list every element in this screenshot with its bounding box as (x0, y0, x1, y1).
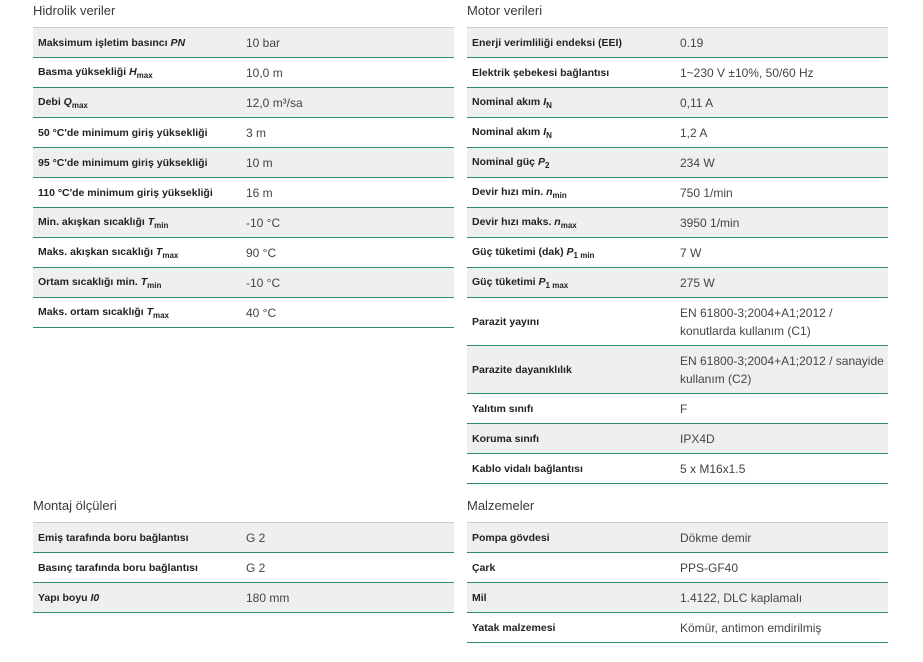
row-value: 10,0 m (246, 65, 283, 80)
row-label-text: Maks. akışkan sıcaklığı (38, 245, 156, 258)
row-value: 0,11 A (680, 95, 714, 110)
row-symbol: n (554, 215, 561, 228)
table-row (33, 238, 454, 268)
row-label (33, 276, 243, 290)
row-value: 3 m (246, 125, 267, 140)
row-symbol: n (546, 185, 553, 198)
table-row (467, 298, 888, 346)
table-row (467, 394, 888, 424)
row-label-text: Çark (472, 561, 496, 574)
row-value: PPS-GF40 (680, 560, 739, 575)
table-row (467, 583, 888, 613)
row-label-text: Yatak malzemesi (472, 621, 556, 634)
row-value: 7 W (680, 245, 702, 260)
row-label (467, 316, 677, 328)
row-value: 90 °C (246, 245, 277, 260)
row-subscript: max (162, 250, 179, 260)
row-value: Dökme demir (680, 530, 752, 545)
row-label (33, 96, 243, 110)
table-row (467, 424, 888, 454)
row-symbol: Q (63, 95, 72, 108)
hydraulic-section (33, 4, 454, 328)
table-row (467, 268, 888, 298)
table-row (33, 208, 454, 238)
table-row (33, 298, 454, 328)
row-value: 0.19 (680, 35, 704, 50)
table-row (33, 523, 454, 553)
table-row (33, 28, 454, 58)
row-symbol: P (566, 245, 574, 258)
row-value: Kömür, antimon emdirilmiş (680, 620, 822, 635)
table-row (467, 523, 888, 553)
row-label (33, 532, 243, 544)
table-row (467, 88, 888, 118)
row-label (467, 364, 677, 376)
row-label (33, 66, 243, 80)
table-row (33, 148, 454, 178)
table-row (467, 58, 888, 88)
row-label-text: Emiş tarafında boru bağlantısı (38, 531, 189, 544)
row-value: 180 mm (246, 590, 290, 605)
row-subscript: N (546, 100, 552, 110)
table-row (467, 553, 888, 583)
row-label-text: Pompa gövdesi (472, 531, 550, 544)
row-label (467, 246, 677, 260)
row-label (33, 216, 243, 230)
row-label-text: Nominal güç (472, 155, 538, 168)
row-value: 1,2 A (680, 125, 708, 140)
motor-section (467, 4, 888, 484)
row-label-text: Enerji verimliliği endeksi (EEI) (472, 36, 622, 49)
row-label (467, 186, 677, 200)
row-label (33, 592, 243, 604)
row-value: 5 x M16x1.5 (680, 461, 746, 476)
row-label-text: Kablo vidalı bağlantısı (472, 462, 583, 475)
row-label (467, 463, 677, 475)
row-subscript: min (552, 190, 567, 200)
row-subscript: max (136, 70, 153, 80)
materials-section (467, 499, 888, 643)
row-label-text: Elektrik şebekesi bağlantısı (472, 66, 610, 79)
table-row (33, 88, 454, 118)
row-value: -10 °C (246, 215, 281, 230)
row-symbol: H (129, 65, 137, 78)
row-subscript: 2 (544, 160, 550, 170)
row-label-text: 50 °C'de minimum giriş yüksekliği (38, 126, 208, 139)
table-row (467, 208, 888, 238)
row-label (467, 562, 677, 574)
row-label (467, 67, 677, 79)
row-label-text: Maks. ortam sıcaklığı (38, 305, 147, 318)
row-value: 40 °C (246, 305, 277, 320)
row-label-text: Maksimum işletim basıncı (38, 36, 171, 49)
materials-table (467, 522, 888, 643)
row-subscript: 1 min (573, 250, 595, 260)
row-value: 275 W (680, 275, 715, 290)
row-label-text: Basınç tarafında boru bağlantısı (38, 561, 198, 574)
row-label-text: Parazite dayanıklılık (472, 363, 572, 376)
row-value: F (680, 401, 688, 416)
row-label-text: Devir hızı min. (472, 185, 547, 198)
row-label (33, 246, 243, 260)
row-symbol: T (146, 305, 153, 318)
row-value: IPX4D (680, 431, 715, 446)
row-label-text: Nominal akım (472, 125, 544, 138)
row-label (467, 592, 677, 604)
row-label (467, 403, 677, 415)
row-symbol: I (543, 95, 547, 108)
row-label-text: Parazit yayını (472, 315, 540, 328)
row-value: 1.4122, DLC kaplamalı (680, 590, 803, 605)
mounting-section (33, 499, 454, 613)
table-row (467, 178, 888, 208)
table-row (467, 238, 888, 268)
row-label-text: 95 °C'de minimum giriş yüksekliği (38, 156, 208, 169)
row-subscript: N (546, 130, 552, 140)
table-row (467, 346, 888, 394)
row-label (33, 187, 243, 199)
hydraulic-table (33, 27, 454, 328)
row-label (467, 532, 677, 544)
row-symbol: P (537, 155, 545, 168)
row-subscript: max (152, 310, 169, 320)
row-label-text: Min. akışkan sıcaklığı (38, 215, 148, 228)
table-row (467, 613, 888, 643)
motor-title: Motor verileri (467, 3, 543, 18)
table-row (33, 583, 454, 613)
row-subscript: min (154, 220, 169, 230)
row-label (33, 127, 243, 139)
row-label (467, 216, 677, 230)
row-label-text: Yapı boyu (38, 591, 91, 604)
row-value: 10 bar (246, 35, 281, 50)
row-label-text: Devir hızı maks. (472, 215, 555, 228)
hydraulic-title: Hidrolik veriler (33, 3, 116, 18)
table-row (33, 553, 454, 583)
row-symbol: T (155, 245, 163, 258)
row-value: 1~230 V ±10%, 50/60 Hz (680, 65, 814, 80)
row-value: EN 61800-3;2004+A1;2012 / sanayide kullanım (C2) (680, 353, 884, 386)
row-label (467, 37, 677, 49)
table-row (467, 118, 888, 148)
row-label-text: Koruma sınıfı (472, 432, 540, 445)
row-label (33, 157, 243, 169)
row-subscript: 1 max (545, 280, 569, 290)
table-row (467, 148, 888, 178)
table-row (33, 118, 454, 148)
row-label-text: Güç tüketimi (472, 275, 539, 288)
row-value: EN 61800-3;2004+A1;2012 / konutlarda kullanım (C1) (680, 305, 833, 338)
row-label-text: Nominal akım (472, 95, 544, 108)
row-symbol: I0 (90, 591, 100, 604)
row-value: 234 W (680, 155, 715, 170)
row-symbol: I (543, 125, 547, 138)
row-label (467, 156, 677, 170)
row-label (33, 562, 243, 574)
row-subscript: max (560, 220, 577, 230)
row-label-text: Güç tüketimi (dak) (472, 245, 567, 258)
table-row (467, 454, 888, 484)
mounting-table (33, 522, 454, 613)
table-row (33, 178, 454, 208)
row-label-text: Ortam sıcaklığı min. (38, 275, 141, 288)
motor-table (467, 27, 888, 484)
row-symbol: P (538, 275, 546, 288)
row-value: -10 °C (246, 275, 281, 290)
row-label (467, 126, 677, 140)
materials-title: Malzemeler (467, 498, 535, 513)
row-label (467, 622, 677, 634)
row-value: G 2 (246, 560, 266, 575)
row-label (467, 433, 677, 445)
row-value: 10 m (246, 155, 273, 170)
row-symbol: T (147, 215, 155, 228)
row-label-text: Debi (38, 95, 64, 108)
row-label-text: Basma yüksekliği (38, 65, 130, 78)
row-value: 16 m (246, 185, 273, 200)
row-symbol: T (140, 275, 148, 288)
row-label-text: Mil (472, 591, 487, 604)
row-value: G 2 (246, 530, 266, 545)
row-label (33, 306, 243, 320)
row-value: 12,0 m³/sa (246, 95, 303, 110)
table-row (467, 28, 888, 58)
row-subscript: min (147, 280, 162, 290)
row-label (467, 276, 677, 290)
mounting-title: Montaj ölçüleri (33, 498, 117, 513)
row-label-text: 110 °C'de minimum giriş yüksekliği (38, 186, 213, 199)
table-row (33, 58, 454, 88)
row-value: 750 1/min (680, 185, 733, 200)
row-symbol: PN (170, 36, 186, 49)
row-value: 3950 1/min (680, 215, 740, 230)
table-row (33, 268, 454, 298)
row-label-text: Yalıtım sınıfı (472, 402, 534, 415)
row-label (33, 37, 243, 49)
row-subscript: max (71, 100, 88, 110)
row-label (467, 96, 677, 110)
